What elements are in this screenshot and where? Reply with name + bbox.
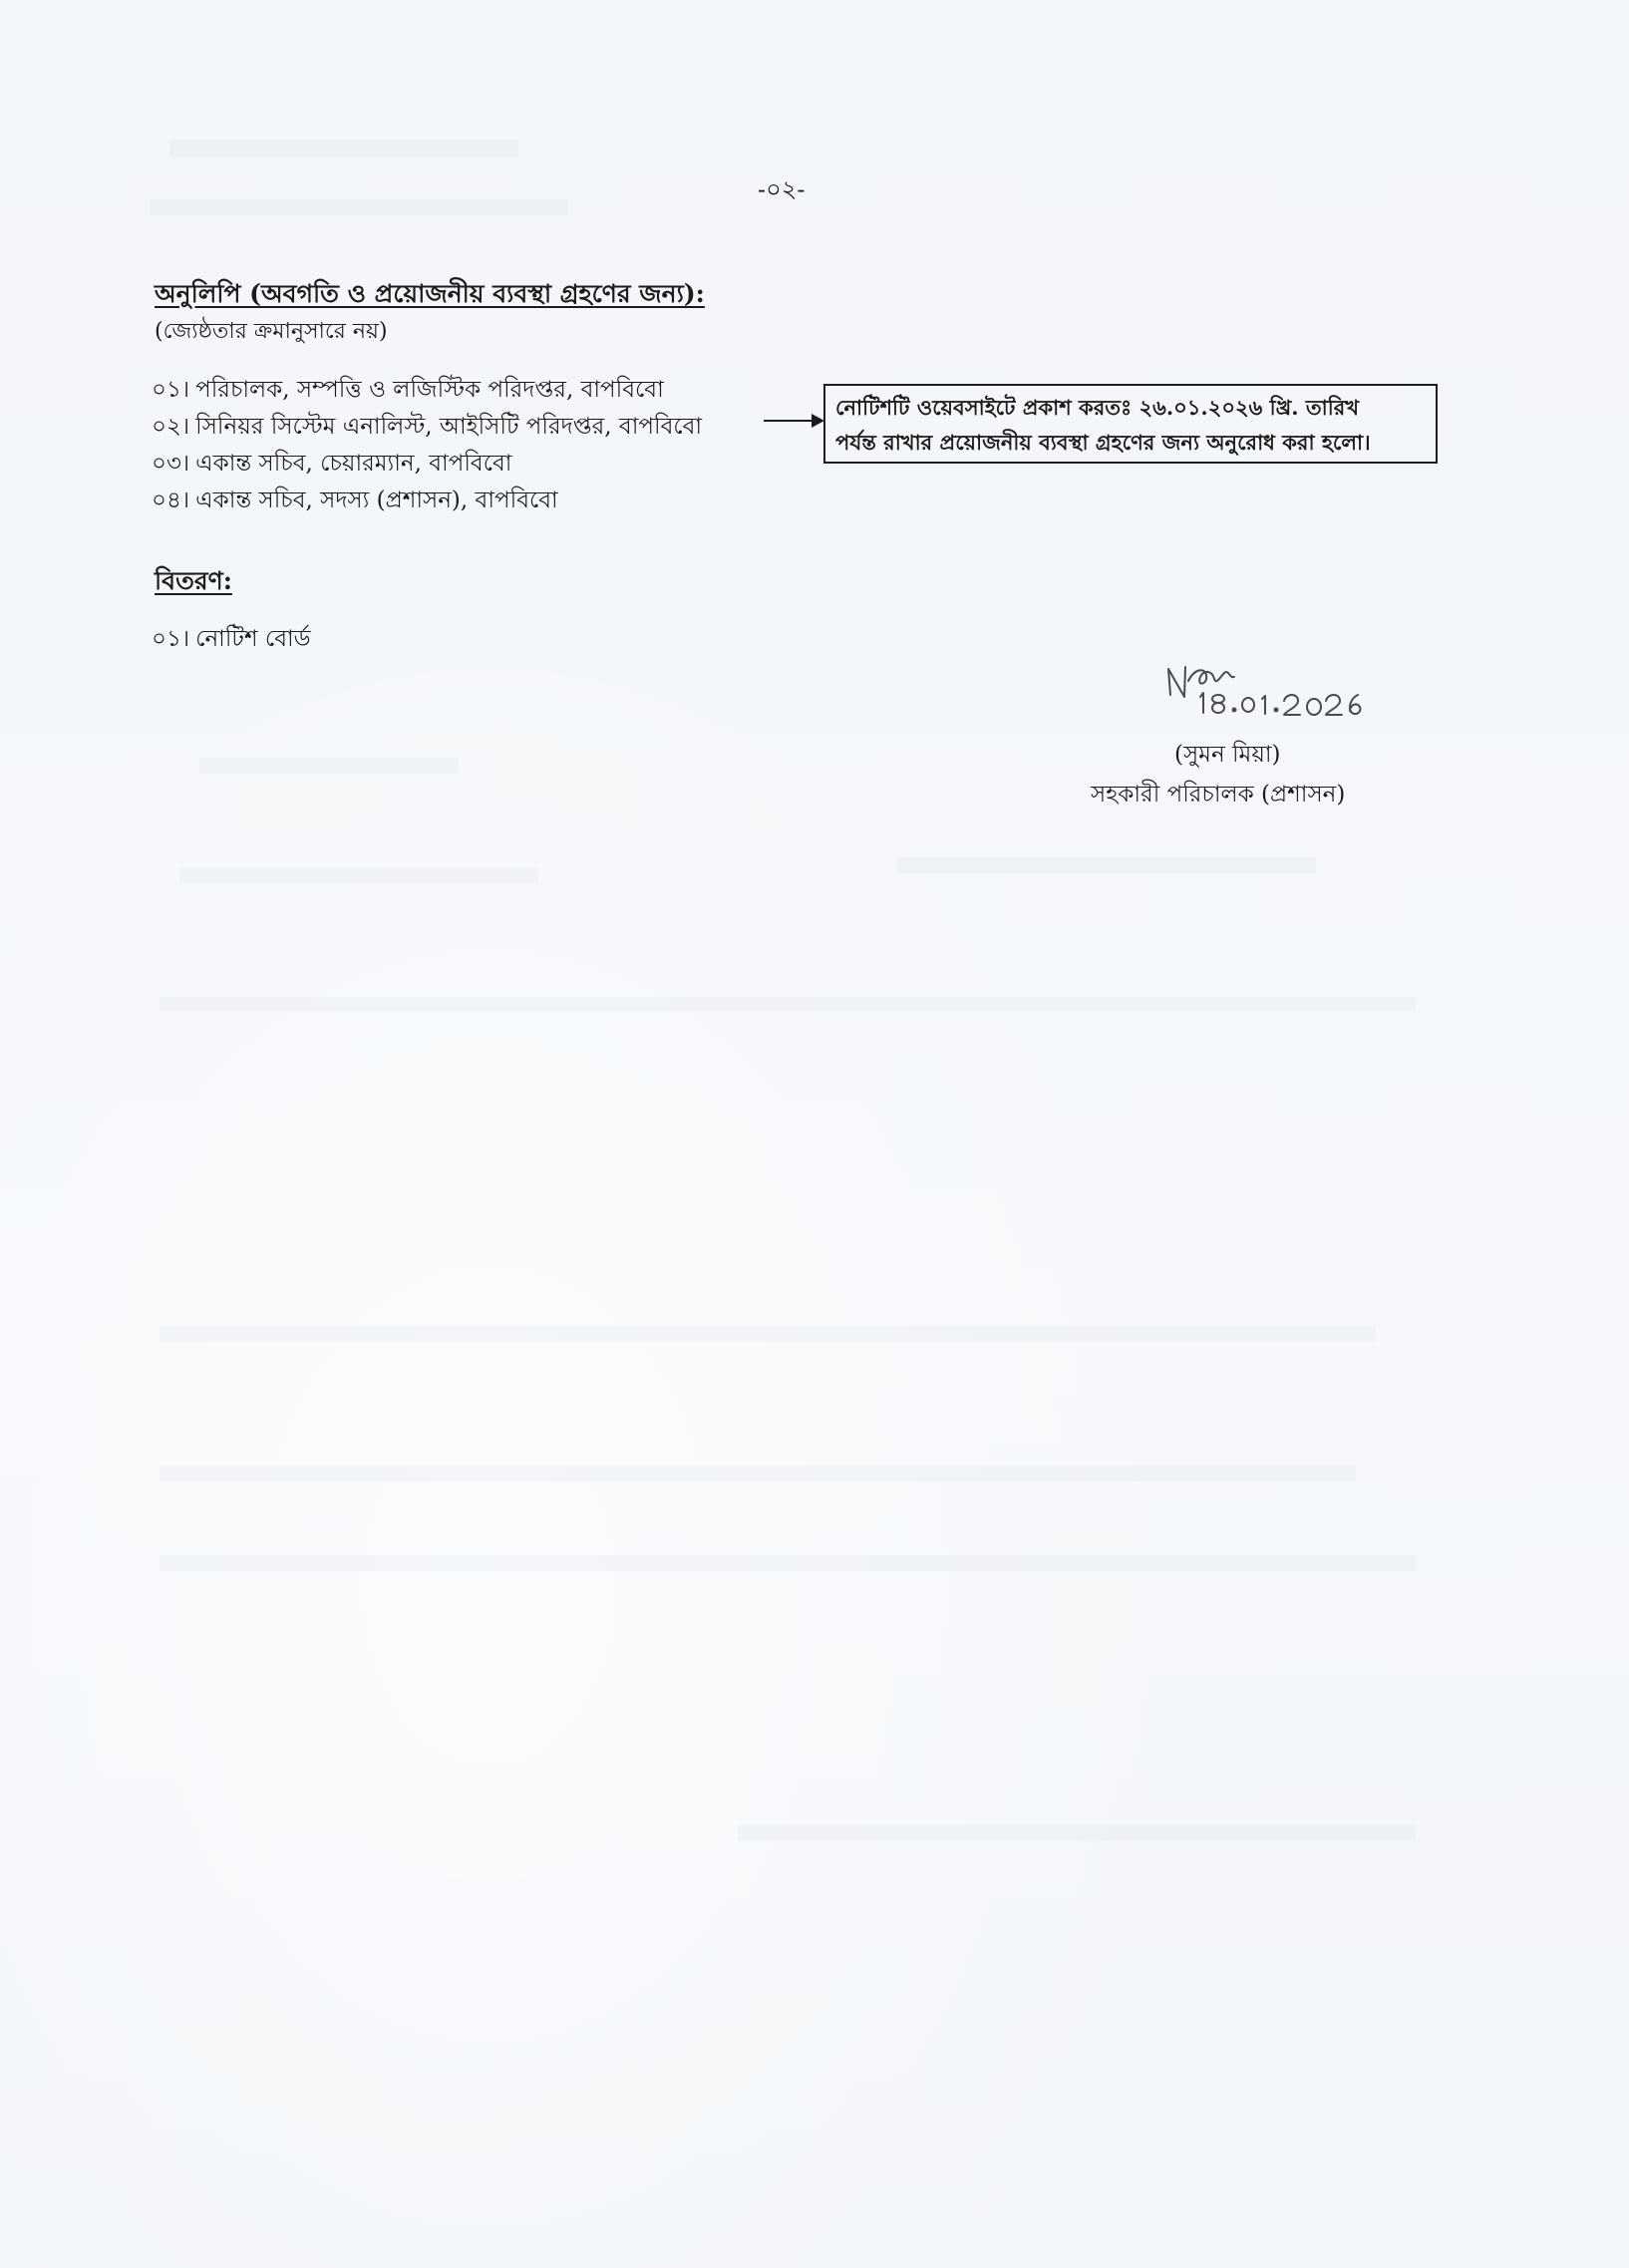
item-number: ০৪। bbox=[152, 487, 190, 513]
distribution-heading: বিতরণ: bbox=[155, 566, 232, 595]
item-text: পরিচালক, সম্পত্তি ও লজিস্টিক পরিদপ্তর, বাপবিবো bbox=[195, 377, 664, 403]
item-number: ০১। bbox=[152, 377, 190, 403]
bleed-through-mark bbox=[160, 997, 1416, 1011]
list-item bbox=[152, 483, 702, 519]
list-item bbox=[152, 621, 311, 658]
list-item bbox=[152, 409, 702, 446]
bleed-through-mark bbox=[160, 1555, 1416, 1571]
item-text: একান্ত সচিব, চেয়ারম্যান, বাপবিবো bbox=[195, 451, 512, 477]
signatory-title: সহকারী পরিচালক (প্রশাসন) bbox=[1091, 782, 1346, 808]
signatory-name: (সুমন মিয়া) bbox=[1174, 742, 1281, 768]
copy-order-note: (জ্যেষ্ঠতার ক্রমানুসারে নয়) bbox=[155, 319, 388, 344]
website-notice-box bbox=[823, 384, 1438, 464]
item-text: সিনিয়র সিস্টেম এনালিস্ট, আইসিটি পরিদপ্তর, বাপবিবো bbox=[195, 414, 703, 440]
item-text: একান্ত সচিব, সদস্য (প্রশাসন), বাপবিবো bbox=[195, 487, 558, 513]
item-number: ০১। bbox=[152, 626, 190, 652]
bleed-through-mark bbox=[199, 758, 459, 774]
bleed-through-mark bbox=[738, 1824, 1416, 1840]
bleed-through-mark bbox=[160, 1326, 1376, 1342]
distribution-list bbox=[152, 621, 311, 658]
page-number: -০২- bbox=[758, 175, 806, 203]
handwritten-signature bbox=[1154, 655, 1404, 733]
notice-line: নোটিশটি ওয়েবসাইটে প্রকাশ করতঃ ২৬.০১.২০২৬ খ্রি. তারিখ bbox=[835, 395, 1360, 420]
bleed-through-mark bbox=[897, 857, 1316, 873]
arrow-right-icon bbox=[764, 411, 825, 431]
bleed-through-mark bbox=[160, 1465, 1356, 1481]
bleed-through-mark bbox=[169, 140, 518, 158]
list-item bbox=[152, 372, 702, 409]
item-text: নোটিশ বোর্ড bbox=[195, 626, 311, 652]
copy-recipient-list bbox=[152, 372, 702, 519]
bleed-through-mark bbox=[179, 867, 538, 883]
list-item bbox=[152, 446, 702, 483]
notice-line: পর্যন্ত রাখার প্রয়োজনীয় ব্যবস্থা গ্রহণের জন্য অনুরোধ করা হলো। bbox=[835, 430, 1371, 455]
copy-heading: অনুলিপি (অবগতি ও প্রয়োজনীয় ব্যবস্থা গ্রহণের জন্য): bbox=[155, 279, 705, 308]
item-number: ০৩। bbox=[152, 451, 190, 477]
item-number: ০২। bbox=[152, 414, 190, 440]
bleed-through-mark bbox=[150, 199, 568, 215]
